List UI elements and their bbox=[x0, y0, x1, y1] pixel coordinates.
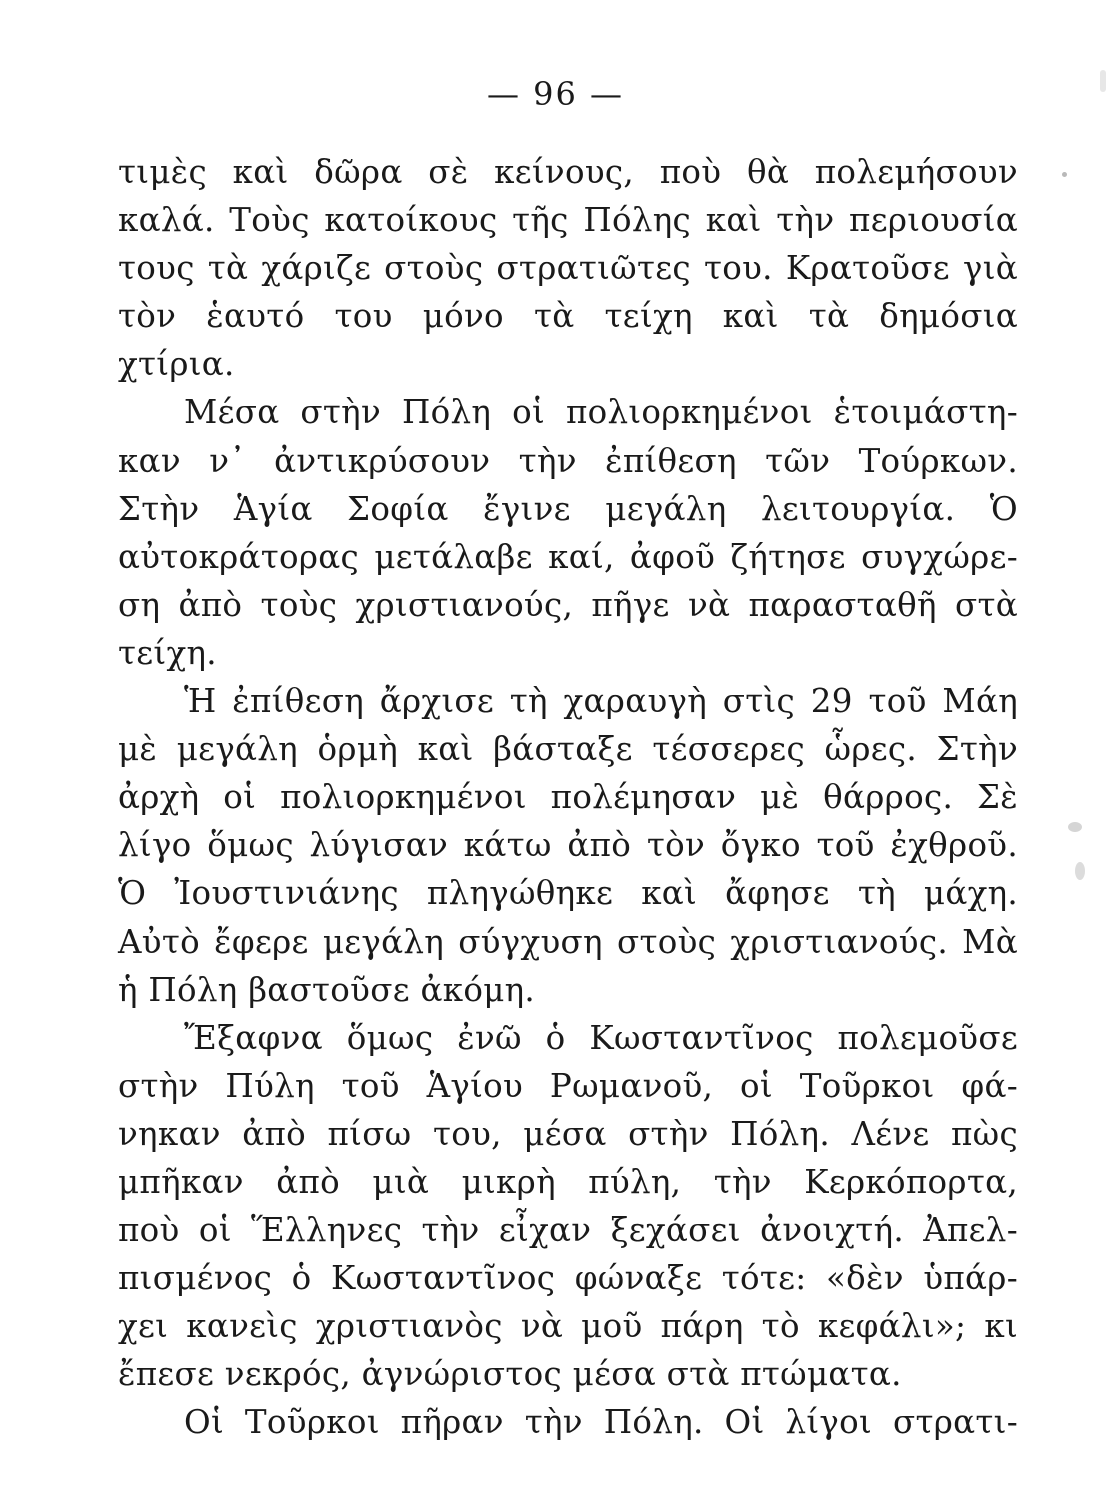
text-line: μὲ μεγάλη ὁρμὴ καὶ βάσταξε τέσσερες ὧρες. Στὴν bbox=[118, 730, 1018, 769]
text-line: νηκαν ἀπὸ πίσω του, μέσα στὴν Πόλη. Λένε πὼς bbox=[118, 1114, 1018, 1153]
text-line: λίγο ὅμως λύγισαν κάτω ἀπὸ τὸν ὄγκο τοῦ ἐχθροῦ. bbox=[118, 826, 1018, 865]
text-line: καν ν᾽ ἀντικρύσουν τὴν ἐπίθεση τῶν Τούρκων. bbox=[118, 441, 1018, 480]
paragraph-start-line: Μέσα στὴν Πόλη οἱ πολιορκημένοι ἑτοιμάστη- bbox=[184, 393, 1018, 432]
text-line: ποὺ οἱ Ἕλληνες τὴν εἶχαν ξεχάσει ἀνοιχτή. Ἀπελ- bbox=[118, 1211, 1018, 1250]
text-line: στὴν Πύλη τοῦ Ἁγίου Ρωμανοῦ, οἱ Τοῦρκοι φά- bbox=[118, 1066, 1018, 1105]
paragraph-start-line: Οἱ Τοῦρκοι πῆραν τὴν Πόλη. Οἱ λίγοι στρατι- bbox=[184, 1403, 1018, 1442]
text-line: Αὐτὸ ἔφερε μεγάλη σύγχυση στοὺς χριστιανούς. Μὰ bbox=[118, 922, 1018, 961]
text-line: ση ἀπὸ τοὺς χριστιανούς, πῆγε νὰ παρασταθῆ στὰ bbox=[118, 585, 1018, 624]
text-line: χτίρια. bbox=[118, 345, 235, 384]
text-line: τους τὰ χάριζε στοὺς στρατιῶτες του. Κρατοῦσε γιὰ bbox=[118, 249, 1018, 288]
paragraph-start-line: Ἡ ἐπίθεση ἄρχισε τὴ χαραυγὴ στὶς 29 τοῦ Μάη bbox=[184, 682, 1018, 721]
page-number: — 96 — bbox=[486, 75, 625, 113]
text-line: χει κανεὶς χριστιανὸς νὰ μοῦ πάρη τὸ κεφάλι»; κι bbox=[118, 1307, 1018, 1346]
text-line: μπῆκαν ἀπὸ μιὰ μικρὴ πύλη, τὴν Κερκόπορτα, bbox=[118, 1162, 1018, 1201]
text-line: αὐτοκράτορας μετάλαβε καί, ἀφοῦ ζήτησε συγχώρε- bbox=[118, 537, 1018, 576]
text-line: ἔπεσε νεκρός, ἀγνώριστος μέσα στὰ πτώματα. bbox=[118, 1355, 902, 1394]
paper-speck bbox=[1062, 172, 1067, 177]
text-line: τιμὲς καὶ δῶρα σὲ κείνους, ποὺ θὰ πολεμήσουν bbox=[118, 153, 1018, 191]
text-line: τὸν ἑαυτό του μόνο τὰ τείχη καὶ τὰ δημόσια bbox=[118, 297, 1018, 336]
text-line: ἡ Πόλη βαστοῦσε ἀκόμη. bbox=[118, 970, 536, 1009]
text-line: τείχη. bbox=[118, 633, 217, 672]
body-text bbox=[118, 148, 1018, 1447]
text-line: Στὴν Ἁγία Σοφία ἔγινε μεγάλη λειτουργία. Ὁ bbox=[118, 489, 1018, 528]
text-line: πισμένος ὁ Κωσταντῖνος φώναξε τότε: «δὲν ὑπάρ- bbox=[118, 1259, 1018, 1298]
paragraph-start-line: Ἔξαφνα ὅμως ἐνῶ ὁ Κωσταντῖνος πολεμοῦσε bbox=[184, 1018, 1018, 1057]
paper-speck bbox=[1068, 822, 1082, 832]
text-line: Ὁ Ἰουστινιάνης πληγώθηκε καὶ ἄφησε τὴ μάχη. bbox=[118, 874, 1018, 913]
paper-speck bbox=[1075, 862, 1085, 880]
text-line: καλά. Τοὺς κατοίκους τῆς Πόλης καὶ τὴν περιουσία bbox=[118, 201, 1018, 240]
paper-speck bbox=[1100, 70, 1106, 92]
text-line: ἀρχὴ οἱ πολιορκημένοι πολέμησαν μὲ θάρρος. Σὲ bbox=[118, 778, 1018, 817]
